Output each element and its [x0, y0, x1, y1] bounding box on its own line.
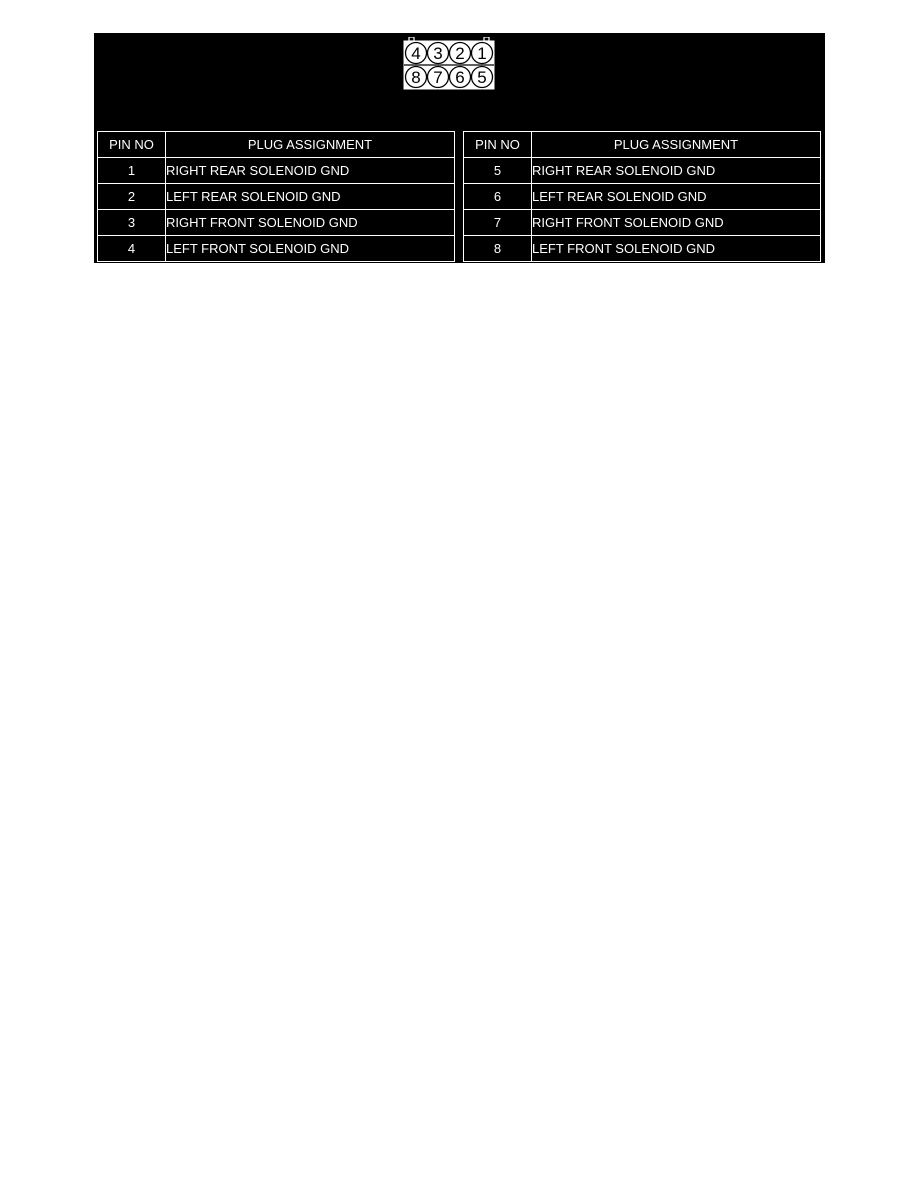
table-row	[464, 184, 821, 210]
table-row	[98, 236, 455, 262]
pin-number: 5	[464, 158, 532, 184]
plug-assignment: LEFT REAR SOLENOID GND	[532, 184, 821, 210]
pin-number: 2	[98, 184, 166, 210]
pin-number: 4	[98, 236, 166, 262]
table-row	[98, 158, 455, 184]
pin-7-label: 7	[433, 68, 443, 87]
table-row	[464, 210, 821, 236]
pin-6-label: 6	[455, 68, 465, 87]
pin-2-label: 2	[455, 44, 465, 63]
connector-latch-right	[484, 37, 489, 41]
table-row	[98, 184, 455, 210]
plug-assignment: LEFT FRONT SOLENOID GND	[166, 236, 455, 262]
plug-assignment-header: PLUG ASSIGNMENT	[532, 132, 821, 158]
connector-latch-left	[409, 37, 414, 41]
plug-assignment: RIGHT FRONT SOLENOID GND	[166, 210, 455, 236]
table-row	[98, 210, 455, 236]
plug-assignment: RIGHT REAR SOLENOID GND	[532, 158, 821, 184]
pin-table-left	[97, 131, 455, 262]
pin-number: 6	[464, 184, 532, 210]
plug-assignment-header: PLUG ASSIGNMENT	[166, 132, 455, 158]
plug-assignment: RIGHT REAR SOLENOID GND	[166, 158, 455, 184]
pin-no-header: PIN NO	[464, 132, 532, 158]
pin-number: 8	[464, 236, 532, 262]
pin-1-label: 1	[477, 44, 487, 63]
plug-assignment: LEFT REAR SOLENOID GND	[166, 184, 455, 210]
pin-no-header: PIN NO	[98, 132, 166, 158]
pin-4-label: 4	[411, 44, 421, 63]
connector-face-icon	[403, 37, 495, 90]
pin-number: 1	[98, 158, 166, 184]
table-row	[464, 236, 821, 262]
plug-assignment: RIGHT FRONT SOLENOID GND	[532, 210, 821, 236]
pin-8-label: 8	[411, 68, 421, 87]
table-header-row	[98, 132, 455, 158]
plug-assignment-tables	[97, 131, 822, 260]
pin-5-label: 5	[477, 68, 487, 87]
pin-number: 3	[98, 210, 166, 236]
table-header-row	[464, 132, 821, 158]
table-row	[464, 158, 821, 184]
pin-number: 7	[464, 210, 532, 236]
pin-table-right	[463, 131, 821, 262]
plug-assignment: LEFT FRONT SOLENOID GND	[532, 236, 821, 262]
pin-3-label: 3	[433, 44, 443, 63]
